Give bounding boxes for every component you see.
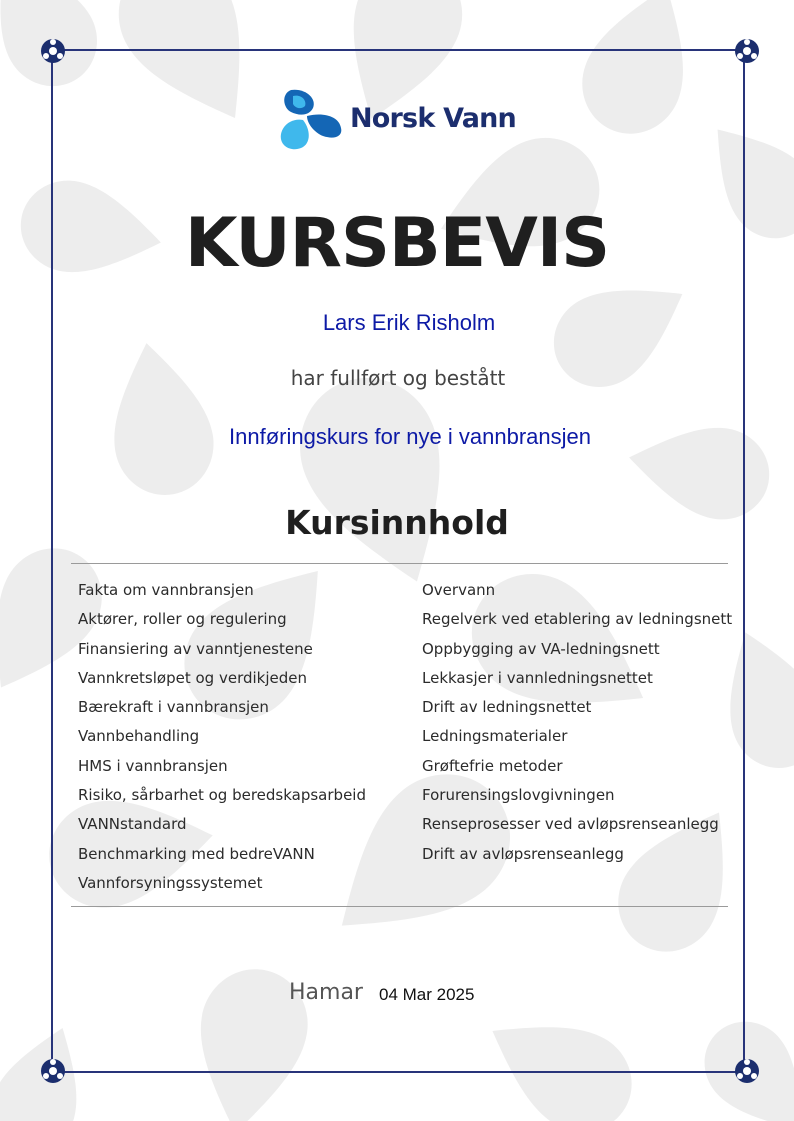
list-item: Oppbygging av VA-ledningsnett [422, 639, 660, 658]
divider [71, 906, 728, 907]
certificate-title: KURSBEVIS [184, 204, 610, 283]
list-item: Forurensingslovgivningen [422, 786, 615, 805]
course-name: Innføringskurs for nye i vannbransjen [229, 424, 591, 449]
list-item: Risiko, sårbarhet og beredskapsarbeid [78, 786, 366, 805]
divider [71, 563, 728, 564]
list-item: Drift av avløpsrenseanlegg [422, 844, 624, 863]
list-item: HMS i vannbransjen [78, 756, 228, 775]
list-item: Benchmarking med bedreVANN [78, 844, 315, 863]
list-item: Regelverk ved etablering av ledningsnett [422, 610, 733, 629]
list-item: Aktører, roller og regulering [78, 610, 287, 629]
certificate-border [51, 49, 745, 1073]
logo-wordmark: Norsk Vann [350, 103, 516, 134]
list-item: Fakta om vannbransjen [78, 581, 254, 599]
corner-ornament-icon [732, 36, 762, 66]
list-item: Ledningsmaterialer [422, 727, 568, 746]
list-item: Vannforsyningssystemet [78, 873, 263, 892]
list-item: Renseprosesser ved avløpsrenseanlegg [422, 815, 719, 834]
completion-text: har fullført og bestått [290, 366, 506, 390]
list-item: VANNstandard [78, 815, 187, 834]
list-item: Bærekraft i vannbransjen [78, 698, 269, 717]
participant-name: Lars Erik Risholm [322, 310, 496, 335]
list-item: Lekkasjer i vannledningsnettet [422, 668, 653, 687]
course-content-heading: Kursinnhold [285, 503, 509, 542]
list-item: Finansiering av vanntjenestene [78, 639, 313, 658]
list-item: Overvann [422, 581, 496, 599]
list-item: Vannkretsløpet og verdikjeden [78, 668, 307, 687]
issue-date: 04 Mar 2025 [379, 985, 475, 1004]
list-item: Vannbehandling [78, 727, 200, 746]
corner-ornament-icon [732, 1056, 762, 1086]
course-content-right-list [422, 578, 732, 871]
course-content-left-list [78, 578, 366, 900]
list-item: Drift av ledningsnettet [422, 698, 592, 717]
corner-ornament-icon [38, 1056, 68, 1086]
corner-ornament-icon [38, 36, 68, 66]
list-item: Grøftefrie metoder [422, 756, 563, 775]
issue-place: Hamar [289, 980, 363, 1005]
